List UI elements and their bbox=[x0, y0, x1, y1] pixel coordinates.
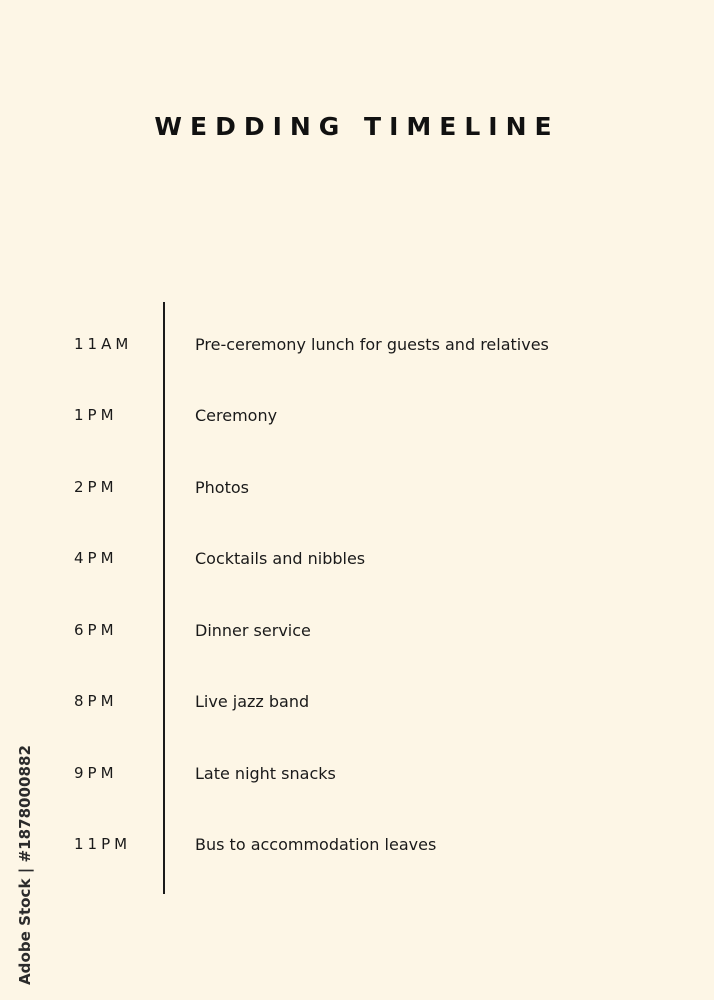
timeline-time: 8PM bbox=[74, 692, 118, 710]
timeline-row bbox=[0, 549, 714, 573]
timeline-time: 2PM bbox=[74, 478, 118, 496]
timeline-row bbox=[0, 764, 714, 788]
timeline-time: 11PM bbox=[74, 835, 132, 853]
timeline-event: Cocktails and nibbles bbox=[195, 549, 366, 568]
timeline-time: 9PM bbox=[74, 764, 118, 782]
timeline-event: Late night snacks bbox=[195, 764, 336, 783]
timeline-time: 4PM bbox=[74, 549, 118, 567]
timeline-row bbox=[0, 621, 714, 645]
timeline-row bbox=[0, 406, 714, 430]
timeline-row bbox=[0, 835, 714, 859]
watermark-text: Adobe Stock | #1878000882 bbox=[16, 746, 34, 985]
timeline-divider bbox=[163, 302, 165, 894]
timeline-time: 1PM bbox=[74, 406, 118, 424]
timeline-event: Pre-ceremony lunch for guests and relatives bbox=[195, 335, 549, 354]
timeline-event: Bus to accommodation leaves bbox=[195, 835, 437, 854]
timeline-time: 11AM bbox=[74, 335, 133, 353]
timeline-event: Ceremony bbox=[195, 406, 278, 425]
page-title: WEDDING TIMELINE bbox=[154, 112, 560, 141]
timeline-row bbox=[0, 692, 714, 716]
timeline-time: 6PM bbox=[74, 621, 118, 639]
timeline-row bbox=[0, 478, 714, 502]
timeline-event: Photos bbox=[195, 478, 249, 497]
timeline-event: Dinner service bbox=[195, 621, 311, 640]
timeline-row bbox=[0, 335, 714, 359]
stock-watermark bbox=[4, 740, 40, 990]
timeline-event: Live jazz band bbox=[195, 692, 310, 711]
